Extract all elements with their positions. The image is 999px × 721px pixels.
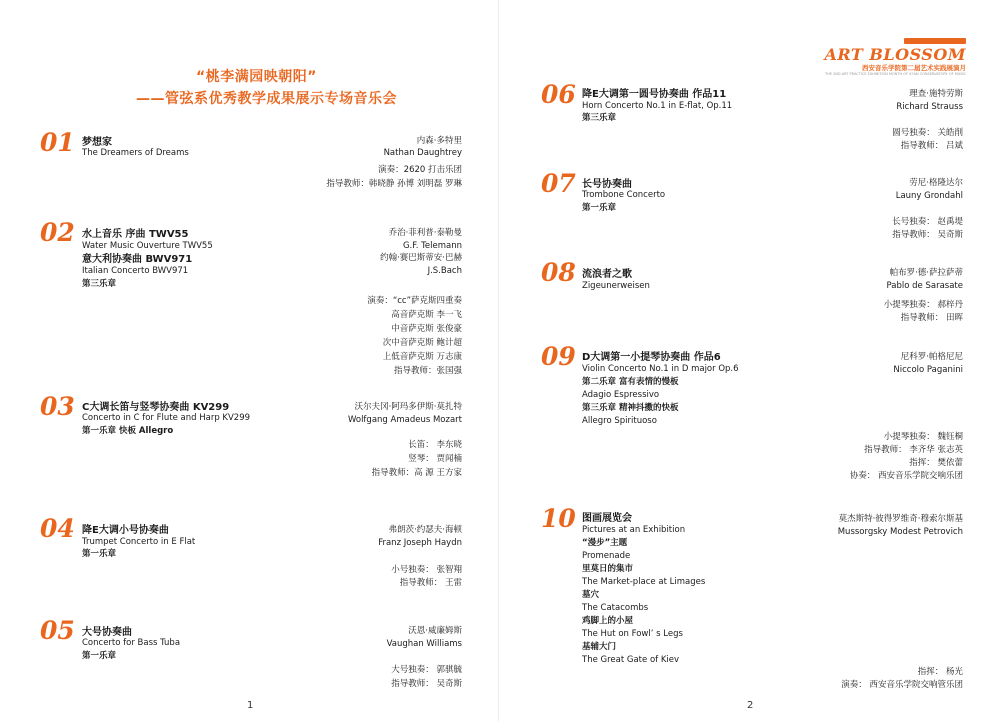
composer-en: G.F. Telemann [402, 241, 462, 251]
part-title-en: Promenade [582, 551, 631, 561]
performer-line: 圆号独奏： 关皓削 [892, 128, 963, 138]
art-blossom-logo [824, 38, 966, 78]
composer-en: Niccolo Paganini [893, 365, 963, 375]
performer-line: 大号独奏： 郭骐毓 [391, 665, 462, 675]
part-title-en: The Great Gate of Kiev [582, 655, 680, 665]
piece-title-en: Zigeunerweisen [582, 281, 650, 291]
movement: 第三乐章 精神抖擞的快板 [582, 403, 679, 413]
page-gutter [498, 0, 499, 721]
composer-en: Wolfgang Amadeus Mozart [347, 415, 462, 425]
performer-line: 上低音萨克斯 万志康 [382, 352, 462, 362]
movement: 第一乐章 快板 Allegro [82, 426, 174, 436]
logo-subtitle: 西安音乐学院第二届艺术实践展演月 [862, 64, 966, 72]
performer-line: 演奏：2620 打击乐团 [378, 165, 462, 175]
piece-title-en: Water Music Ouverture TWV55 [82, 241, 213, 251]
program-page-2 [500, 0, 999, 721]
part-title: 基辅大门 [582, 642, 617, 652]
performer-line: 指导教师： 李齐华 张志英 [864, 445, 963, 455]
performer-line: 高音萨克斯 李一飞 [391, 310, 462, 320]
page-number: 2 [747, 700, 754, 711]
movement: 第三乐章 [582, 113, 617, 123]
performer-line: 协奏： 西安音乐学院交响乐团 [849, 471, 963, 481]
piece-title: 梦想家 [82, 137, 112, 148]
piece-title: D大调第一小提琴协奏曲 作品6 [582, 352, 721, 363]
piece-title-en: Trumpet Concerto in E Flat [82, 537, 196, 547]
performer-line: 指导教师：高 源 王方家 [371, 468, 462, 478]
composer: 尼科罗·帕格尼尼 [900, 352, 963, 362]
piece-title: 降E大调小号协奏曲 [82, 525, 169, 536]
piece-title: 大号协奏曲 [82, 627, 132, 638]
part-title: 鸡脚上的小屋 [582, 616, 634, 626]
part-title: 里莫日的集市 [582, 564, 634, 574]
composer-en: J.S.Bach [427, 266, 462, 276]
concert-title: “桃李满园映朝阳” [196, 69, 317, 85]
piece-title-en: Horn Concerto No.1 in E-flat, Op.11 [582, 101, 733, 111]
performer-line: 小号独奏： 张智翔 [391, 565, 462, 575]
performer-line: 指导教师： 王雷 [399, 578, 462, 588]
performer-line: 指导教师：张国强 [393, 366, 462, 376]
item-number: 10 [541, 504, 576, 533]
piece-title: 长号协奏曲 [582, 179, 632, 190]
logo-tag [904, 38, 966, 44]
composer: 乔治·菲利普·泰勒曼 [388, 228, 462, 238]
piece-title-en: Violin Concerto No.1 in D major Op.6 [582, 364, 739, 374]
item-number: 08 [541, 258, 576, 287]
composer: 弗朗茨·约瑟夫·海顿 [388, 525, 462, 535]
logo-wordmark: ART BLOSSOM [824, 45, 966, 64]
item-number: 01 [40, 128, 75, 157]
piece-title: 水上音乐 序曲 TWV55 [82, 229, 189, 240]
composer: 莫杰斯特·彼得罗维奇·穆索尔斯基 [838, 514, 963, 524]
part-title-en: The Hut on Fowl’ s Legs [582, 629, 683, 639]
movement: 第一乐章 [582, 203, 617, 213]
piece-title-en: Italian Concerto BWV971 [82, 266, 189, 276]
performer-line: 演奏：“cc”萨克斯四重奏 [367, 296, 462, 306]
concert-subtitle: ——管弦系优秀教学成果展示专场音乐会 [136, 91, 397, 107]
performer-line: 长号独奏： 赵禹堤 [892, 217, 963, 227]
composer: 帕布罗·德·萨拉萨蒂 [889, 268, 963, 278]
movement: 第三乐章 [82, 279, 117, 289]
part-title: 墓穴 [582, 590, 600, 600]
piece-title: 图画展览会 [582, 513, 632, 524]
piece-title-en: The Dreamers of Dreams [82, 148, 189, 158]
performer-line: 指挥： 杨光 [917, 667, 963, 677]
part-title-en: The Catacombs [582, 603, 649, 613]
performer-line: 指导教师： 田晖 [900, 313, 963, 323]
piece-title-en: Concerto for Bass Tuba [82, 638, 181, 648]
composer: 理查·施特劳斯 [909, 89, 963, 99]
performer-line: 指挥： 樊依蕾 [909, 458, 963, 468]
composer: 约翰·赛巴斯蒂安·巴赫 [380, 253, 462, 263]
piece-title-en: Trombone Concerto [582, 190, 666, 200]
performer-line: 中音萨克斯 张俊豪 [391, 324, 462, 334]
performer-line: 小提琴独奏： 魏钰桐 [883, 432, 963, 442]
composer-en: Launy Grondahl [895, 191, 963, 201]
item-number: 07 [541, 169, 576, 198]
composer-en: Richard Strauss [896, 102, 963, 112]
piece-title: 流浪者之歌 [582, 269, 632, 280]
composer-en: Franz Joseph Haydn [378, 538, 462, 548]
program-page-1 [0, 0, 499, 721]
composer-en: Pablo de Sarasate [886, 281, 963, 291]
part-title-en: The Market-place at Limages [582, 577, 706, 587]
movement: 第一乐章 [82, 651, 117, 661]
piece-title: C大调长笛与竖琴协奏曲 KV299 [82, 402, 230, 413]
logo-english-line: THE 2ND ART PRACTICE EXHIBITION MONTH OF XI'AN CONSERVATORY OF MUSIC [824, 72, 966, 76]
page-number: 1 [247, 700, 254, 711]
item-number: 09 [541, 342, 576, 371]
piece-title-en: Pictures at an Exhibition [582, 525, 686, 535]
performer-line: 次中音萨克斯 鲍计超 [382, 338, 462, 348]
performer-line: 演奏： 西安音乐学院交响管乐团 [841, 680, 963, 690]
item-number: 05 [40, 616, 75, 645]
item-number: 04 [40, 514, 75, 543]
movement-en: Allegro Spirituoso [582, 416, 657, 426]
performer-line: 竖琴： 贾闻楠 [408, 454, 462, 464]
part-title: “漫步”主题 [582, 538, 628, 548]
performer-line: 指导教师： 吴奇斯 [391, 679, 462, 689]
performer-line: 指导教师： 吴奇斯 [892, 230, 963, 240]
movement: 第二乐章 富有表情的慢板 [582, 377, 679, 387]
composer: 沃尔夫冈·阿玛多伊斯·莫扎特 [354, 402, 462, 412]
performer-line: 指导教师： 吕斌 [900, 141, 963, 151]
composer: 内森·多特里 [416, 136, 462, 146]
piece-title-en: Concerto in C for Flute and Harp KV299 [82, 413, 251, 423]
composer-en: Nathan Daughtrey [383, 148, 462, 158]
composer-en: Mussorgsky Modest Petrovich [837, 527, 963, 537]
performer-line: 指导教师：韩晓静 孙博 刘明磊 罗琳 [326, 179, 462, 189]
movement-en: Adagio Espressivo [582, 390, 660, 400]
item-number: 03 [40, 392, 75, 421]
composer: 沃恩·威廉姆斯 [408, 626, 462, 636]
performer-line: 小提琴独奏： 郝梓丹 [883, 300, 963, 310]
item-number: 02 [40, 218, 75, 247]
composer: 劳尼·格隆达尔 [909, 178, 963, 188]
piece-title: 降E大调第一圆号协奏曲 作品11 [582, 89, 727, 100]
performer-line: 长笛： 李东晓 [408, 440, 462, 450]
composer-en: Vaughan Williams [386, 639, 462, 649]
piece-title: 意大利协奏曲 BWV971 [82, 254, 193, 265]
movement: 第一乐章 [82, 549, 117, 559]
item-number: 06 [541, 80, 576, 109]
